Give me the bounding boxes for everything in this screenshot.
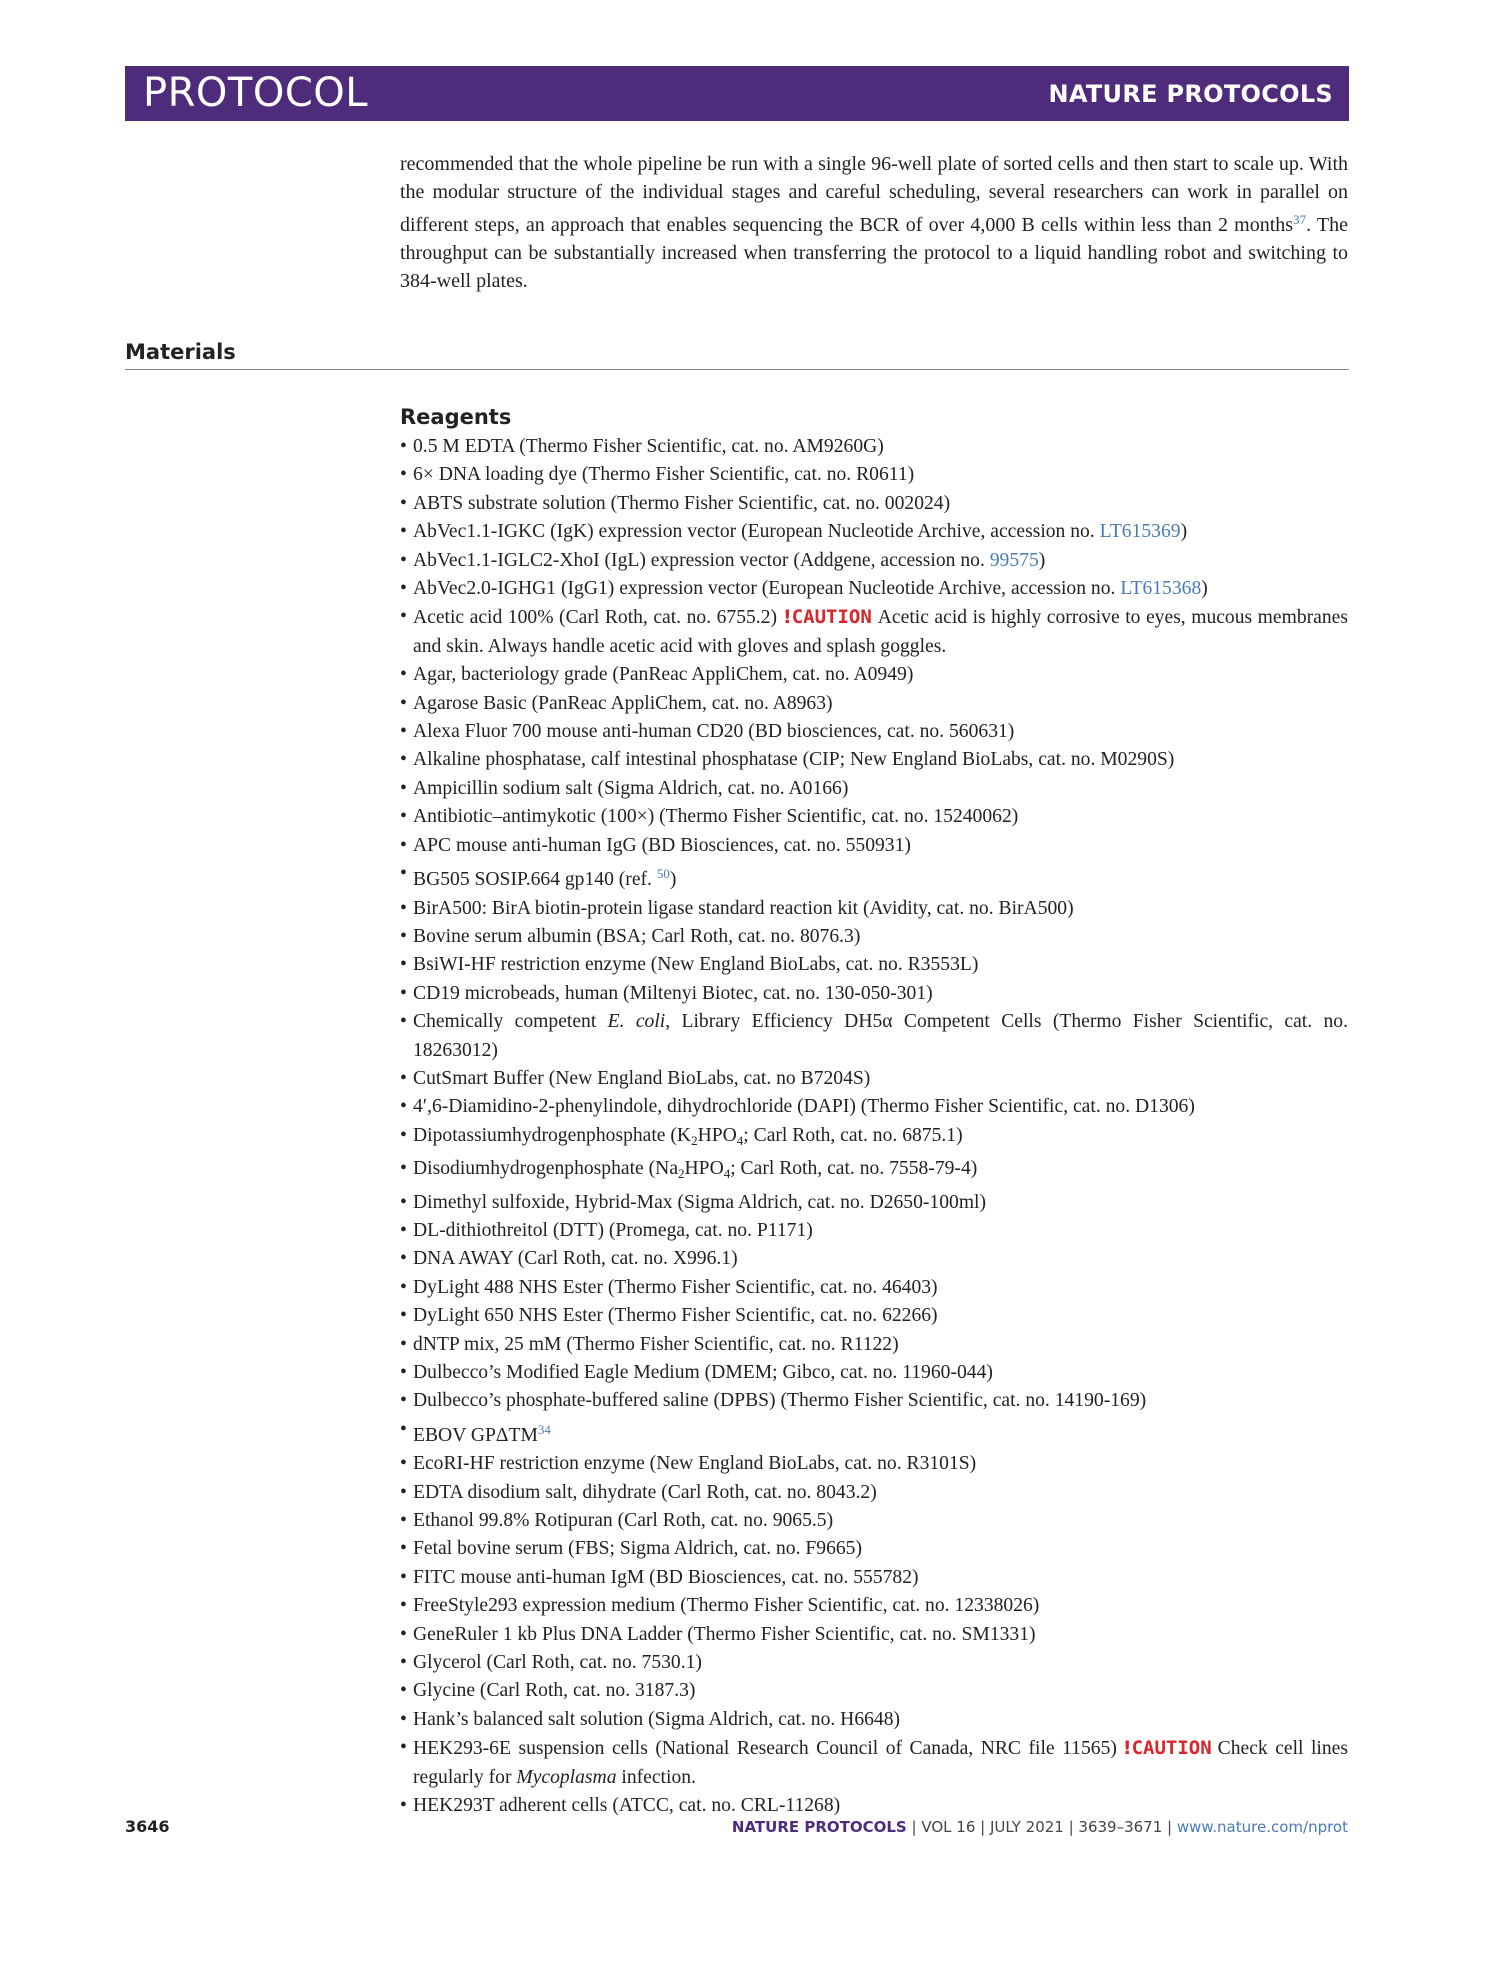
reagent-text-tail: infection. (616, 1766, 696, 1788)
reagent-item (400, 1621, 1348, 1649)
reagent-text-tail: Check cell lines regularly for (413, 1738, 1348, 1788)
intro-paragraph (400, 150, 1348, 295)
caution-label (1123, 1737, 1212, 1759)
reagent-text: Antibiotic–antimykotic (100×) (Thermo Fisher Scientific, cat. no. 15240062) (413, 806, 1019, 828)
formula-text: HPO (697, 1124, 737, 1146)
footer-volume: | VOL 16 | JULY 2021 | 3639–3671 | (906, 1818, 1177, 1836)
reagent-text: AbVec2.0-IGHG1 (IgG1) expression vector (European Nucleotide Archive, accession no. (413, 578, 1121, 600)
reagent-text: DNA AWAY (Carl Roth, cat. no. X996.1) (413, 1248, 738, 1270)
reagent-item (400, 1093, 1348, 1121)
reagent-item (400, 1649, 1348, 1677)
formula-text: HPO (684, 1158, 724, 1180)
reagent-text: GeneRuler 1 kb Plus DNA Ladder (Thermo Fisher Scientific, cat. no. SM1331) (413, 1623, 1036, 1645)
accession-link[interactable]: LT615368 (1120, 578, 1202, 600)
reagent-text: CutSmart Buffer (New England BioLabs, cat. no B7204S) (413, 1067, 871, 1089)
reagent-text: BirA500: BirA biotin-protein ligase standard reaction kit (Avidity, cat. no. BirA500) (413, 897, 1074, 919)
accession-link[interactable]: 99575 (989, 549, 1039, 571)
reagent-text: DyLight 488 NHS Ester (Thermo Fisher Scientific, cat. no. 46403) (413, 1276, 938, 1298)
reagent-item (400, 1592, 1348, 1620)
reagent-text-tail: Acetic acid is highly corrosive to eyes, mucous membranes and skin. Always handle acetic acid with gloves and splash goggles. (413, 607, 1348, 657)
accession-link[interactable]: LT615369 (1099, 521, 1181, 543)
page-number: 3646 (125, 1817, 170, 1836)
reagent-list (400, 433, 1348, 1821)
reagent-text: Fetal bovine serum (FBS; Sigma Aldrich, cat. no. F9665) (413, 1538, 862, 1560)
section-title: Materials (125, 340, 236, 364)
reagent-item (400, 951, 1348, 979)
reagent-text-tail: ; Carl Roth, cat. no. 7558-79-4) (730, 1158, 978, 1180)
footer-journal: NATURE PROTOCOLS (731, 1818, 907, 1836)
reagent-text: Ethanol 99.8% Rotipuran (Carl Roth, cat. no. 9065.5) (413, 1510, 834, 1532)
reagent-text: Ampicillin sodium salt (Sigma Aldrich, cat. no. A0166) (413, 777, 849, 799)
caution-icon: ! (783, 606, 792, 629)
reagent-item (400, 547, 1348, 575)
subsection-title: Reagents (400, 405, 512, 429)
reagent-text: CD19 microbeads, human (Miltenyi Biotec, cat. no. 130-050-301) (413, 982, 933, 1004)
reagent-text: Alkaline phosphatase, calf intestinal phosphatase (CIP; New England BioLabs, cat. no. M0290S) (413, 749, 1175, 771)
reagent-item (400, 923, 1348, 951)
reagent-text: Dipotassiumhydrogenphosphate (K (413, 1124, 692, 1146)
reagent-item (400, 461, 1348, 489)
caution-icon: ! (1122, 1737, 1132, 1760)
reagent-item (400, 803, 1348, 831)
reagent-item (400, 1245, 1348, 1273)
section-label: PROTOCOL (143, 70, 369, 116)
reagent-text: Dulbecco’s Modified Eagle Medium (DMEM; Gibco, cat. no. 11960-044) (413, 1362, 993, 1383)
reagent-item (400, 433, 1348, 461)
reagent-item (400, 1706, 1348, 1734)
journal-name: NATURE PROTOCOLS (1048, 80, 1333, 108)
reagent-item (400, 1734, 1348, 1792)
intro-text-1: recommended that the whole pipeline be run with a single 96-well plate of sorted cells and then start to scale up. With the modular structure of the individual stages and careful scheduling, several researchers can work in parallel on different steps, an approach that enables sequencing the BCR of over 4,000 B cells within less than 2 months (400, 153, 1348, 236)
reagent-item (400, 1479, 1348, 1507)
caution-word: CAUTION (1131, 1737, 1212, 1760)
reagent-item (400, 490, 1348, 518)
reagent-text: 4′,6-Diamidino-2-phenylindole, dihydrochloride (DAPI) (Thermo Fisher Scientific, cat. no. D1306) (413, 1096, 1195, 1118)
reagent-item (400, 1155, 1348, 1188)
italic-text: E. coli (607, 1011, 666, 1033)
reagent-item (400, 1507, 1348, 1535)
reagent-item (400, 1217, 1348, 1245)
reagent-text-tail: ) (1038, 549, 1046, 571)
italic-text: Mycoplasma (516, 1766, 617, 1788)
reagent-text: FreeStyle293 expression medium (Thermo Fisher Scientific, cat. no. 12338026) (413, 1595, 1040, 1617)
header-banner (125, 66, 1349, 121)
reagent-text-tail: ) (669, 869, 677, 891)
reagent-text: Hank’s balanced salt solution (Sigma Aldrich, cat. no. H6648) (413, 1708, 901, 1730)
reagent-text-tail: ; Carl Roth, cat. no. 6875.1) (743, 1124, 963, 1146)
reagent-item (400, 895, 1348, 923)
reference-link[interactable]: 34 (537, 1421, 551, 1437)
reagent-item (400, 1331, 1348, 1359)
reagent-text: Glycine (Carl Roth, cat. no. 3187.3) (413, 1680, 696, 1702)
reagent-text: DL-dithiothreitol (DTT) (Promega, cat. no. P1171) (413, 1219, 813, 1241)
reagent-item (400, 775, 1348, 803)
intro-text-2: . The throughput can be substantially increased when transferring the protocol to a liquid handling robot and switching to 384-well plates. (400, 214, 1348, 292)
reagent-text: ABTS substrate solution (Thermo Fisher Scientific, cat. no. 002024) (413, 492, 951, 514)
reagent-item (400, 832, 1348, 860)
reagent-text: Dimethyl sulfoxide, Hybrid-Max (Sigma Aldrich, cat. no. D2650-100ml) (413, 1191, 987, 1213)
subscript: 4 (723, 1166, 731, 1182)
subscript: 2 (691, 1132, 698, 1148)
reagent-text-tail: ) (1180, 521, 1188, 543)
reagent-text: Bovine serum albumin (BSA; Carl Roth, cat. no. 8076.3) (413, 925, 861, 947)
reagent-text-tail: , Library Efficiency DH5α Competent Cells (Thermo Fisher Scientific, cat. no. 18263012) (413, 1011, 1348, 1061)
reference-link[interactable]: 37 (1293, 212, 1307, 227)
reagent-item (400, 1189, 1348, 1217)
reagent-item (400, 860, 1348, 894)
reagent-text: dNTP mix, 25 mM (Thermo Fisher Scientific, cat. no. R1122) (413, 1333, 899, 1355)
reagent-item (400, 1359, 1348, 1387)
reagent-item (400, 1122, 1348, 1155)
reagent-text: HEK293T adherent cells (ATCC, cat. no. CRL-11268) (413, 1795, 841, 1817)
subscript: 2 (678, 1166, 685, 1182)
reference-link[interactable]: 50 (656, 866, 670, 882)
reagent-text: Agar, bacteriology grade (PanReac AppliChem, cat. no. A0949) (413, 664, 914, 686)
reagent-text-tail: ) (1201, 578, 1208, 600)
caution-label (783, 606, 872, 628)
reagent-item (400, 1450, 1348, 1478)
reagent-text: Alexa Fluor 700 mouse anti-human CD20 (BD biosciences, cat. no. 560631) (413, 721, 1015, 743)
reagent-item (400, 1535, 1348, 1563)
reagent-text: BG505 SOSIP.664 gp140 (ref. (413, 869, 657, 891)
reagent-text: Dulbecco’s phosphate-buffered saline (DPBS) (Thermo Fisher Scientific, cat. no. 14190-169) (413, 1390, 1147, 1412)
reagent-item (400, 1065, 1348, 1093)
reagent-text: FITC mouse anti-human IgM (BD Biosciences, cat. no. 555782) (413, 1566, 919, 1588)
reagent-item (400, 718, 1348, 746)
reagent-text: EDTA disodium salt, dihydrate (Carl Roth, cat. no. 8043.2) (413, 1481, 877, 1503)
reagent-item (400, 575, 1348, 603)
reagent-item (400, 1387, 1348, 1415)
reagent-item (400, 661, 1348, 689)
reagent-text: EcoRI-HF restriction enzyme (New England BioLabs, cat. no. R3101S) (413, 1453, 977, 1475)
footer-citation (732, 1818, 1348, 1836)
caution-word: CAUTION (791, 606, 872, 629)
reagent-text: BsiWI-HF restriction enzyme (New England BioLabs, cat. no. R3553L) (413, 954, 979, 976)
reagent-text: HEK293-6E suspension cells (National Research Council of Canada, NRC file 11565) (413, 1738, 1117, 1760)
reagent-item (400, 1274, 1348, 1302)
reagent-text: 0.5 M EDTA (Thermo Fisher Scientific, cat. no. AM9260G) (413, 436, 884, 457)
reagent-item (400, 603, 1348, 661)
reagent-item (400, 1008, 1348, 1065)
reagent-text: EBOV GPΔTM (413, 1424, 538, 1446)
reagent-item (400, 980, 1348, 1008)
reagent-item (400, 518, 1348, 546)
reagent-text: DyLight 650 NHS Ester (Thermo Fisher Scientific, cat. no. 62266) (413, 1305, 938, 1327)
reagent-item (400, 690, 1348, 718)
reagent-text: AbVec1.1-IGKC (IgK) expression vector (European Nucleotide Archive, accession no. (413, 521, 1100, 543)
reagent-text: Glycerol (Carl Roth, cat. no. 7530.1) (413, 1652, 702, 1674)
reagent-item (400, 1302, 1348, 1330)
reagent-item (400, 1416, 1348, 1450)
subscript: 4 (736, 1132, 744, 1148)
reagent-text: Agarose Basic (PanReac AppliChem, cat. no. A8963) (413, 692, 833, 714)
reagent-item (400, 1564, 1348, 1592)
reagent-text: Acetic acid 100% (Carl Roth, cat. no. 6755.2) (413, 607, 778, 629)
reagent-item (400, 746, 1348, 774)
reagent-text: 6× DNA loading dye (Thermo Fisher Scientific, cat. no. R0611) (413, 464, 915, 486)
reagent-item (400, 1792, 1348, 1820)
reagent-text: Chemically competent (413, 1011, 608, 1033)
footer-url[interactable]: www.nature.com/nprot (1176, 1818, 1348, 1836)
section-divider (125, 369, 1349, 370)
reagent-text: APC mouse anti-human IgG (BD Biosciences, cat. no. 550931) (413, 834, 911, 856)
reagent-item (400, 1677, 1348, 1705)
reagent-text: AbVec1.1-IGLC2-XhoI (IgL) expression vector (Addgene, accession no. (413, 549, 990, 571)
reagent-text: Disodiumhydrogenphosphate (Na (413, 1158, 679, 1180)
